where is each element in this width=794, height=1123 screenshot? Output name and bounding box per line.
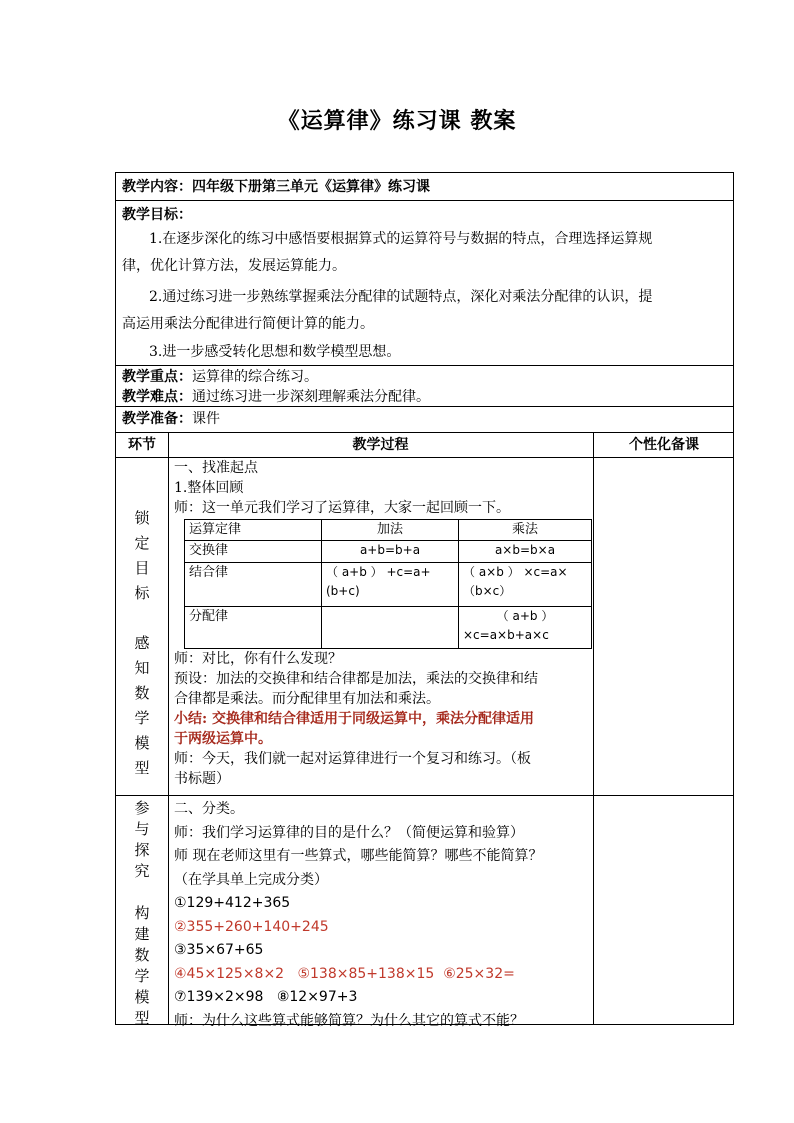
laws-table (184, 519, 592, 649)
expr-4: ④45×125×8×2 (174, 965, 285, 982)
expr-row-4-6 (174, 963, 594, 987)
laws-associative: 结合律 (185, 563, 322, 607)
difficulty-text: 通过练习进一步深刻理解乘法分配律。 (192, 389, 430, 405)
laws-associative-add: （ a+b ） +c=a+ (b+c) (322, 563, 459, 607)
content-text: 四年级下册第三单元《运算律》练习课 (192, 179, 430, 195)
laws-distributive: 分配律 (185, 607, 322, 649)
laws-th-mul: 乘法 (459, 520, 592, 541)
lesson-plan-table (115, 172, 734, 1029)
laws-th-add: 加法 (322, 520, 459, 541)
expr-5: ⑤138×85+138×15 (297, 965, 435, 982)
laws-distributive-mul: （ a+b ） ×c=a×b+a×c (459, 607, 592, 649)
s1-summary-2: 于两级运算中。 (174, 731, 272, 747)
s2-line-3: （在学具单上完成分类） (174, 871, 328, 888)
expr-6: ⑥25×32= (443, 965, 515, 982)
expr-row-7-8 (174, 986, 594, 1010)
key-text: 运算律的综合练习。 (192, 369, 318, 385)
prep-text: 课件 (192, 411, 220, 427)
content-row (116, 173, 733, 201)
s2-line-1: 师：我们学习运算律的目的是什么？（简便运算和验算） (174, 824, 524, 841)
page-title: 《运算律》练习课 教案 (277, 108, 517, 134)
expr-8: ⑧12×97+3 (276, 989, 358, 1005)
header-row (116, 433, 733, 458)
section-1-row (116, 458, 733, 796)
goal-2b: 高运用乘法分配律进行简便计算的能力。 (122, 316, 374, 332)
goals-label: 教学目标： (122, 207, 192, 223)
header-stage: 环节 (128, 437, 156, 453)
s1-predict-2: 合律都是乘法。而分配律里有加法和乘法。 (174, 691, 440, 707)
s1-heading: 一、找准起点 (174, 460, 258, 476)
expr-7: ⑦139×2×98 (174, 989, 264, 1005)
section-2-side: 参 与 探 究 构 建 数 学 模 型 (134, 799, 150, 1027)
goal-2a: 2.通过练习进一步熟练掌握乘法分配律的试题特点，深化对乘法分配律的认识，提 (149, 289, 653, 305)
laws-th-law: 运算定律 (185, 520, 322, 541)
section-1-side: 锁 定 目 标 感 知 数 学 模 型 (134, 509, 150, 777)
s2-heading: 二、分类。 (174, 801, 244, 817)
goal-1a: 1.在逐步深化的练习中感悟要根据算式的运算符号与数据的特点，合理选择运算规 (149, 231, 653, 247)
prep-label: 教学准备： (122, 411, 192, 427)
s1-sub: 1.整体回顾 (174, 480, 244, 496)
laws-associative-mul: （ a×b ） ×c=a× （b×c） (459, 563, 592, 607)
laws-commutative-mul: a×b=b×a (459, 541, 592, 563)
s1-question: 师：对比，你有什么发现？ (174, 651, 342, 667)
expr-3: ③35×67+65 (174, 942, 264, 958)
s1-teacher-2: 书标题） (174, 771, 230, 787)
expr-2: ②355+260+140+245 (174, 918, 329, 935)
header-notes: 个性化备课 (629, 437, 699, 453)
s1-predict-1: 预设：加法的交换律和结合律都是加法，乘法的交换律和结 (174, 671, 538, 687)
s1-summary-1: 小结: 交换律和结合律适用于同级运算中，乘法分配律适用 (174, 711, 535, 727)
difficulty-label: 教学难点： (122, 389, 192, 405)
laws-commutative: 交换律 (185, 541, 322, 563)
key-label: 教学重点： (122, 369, 192, 385)
s2-line-4: 师：为什么这些算式能够简算？为什么其它的算式不能？ (174, 1012, 524, 1029)
s1-intro: 师：这一单元我们学习了运算律，大家一起回顾一下。 (174, 500, 510, 516)
section-2-row (116, 796, 733, 1029)
content-label: 教学内容： (122, 179, 192, 195)
goal-3: 3.进一步感受转化思想和数学模型思想。 (149, 344, 401, 360)
goal-1b: 律，优化计算方法，发展运算能力。 (122, 258, 346, 274)
header-process: 教学过程 (352, 437, 409, 453)
s1-teacher-1: 师：今天，我们就一起对运算律进行一个复习和练习。（板 (174, 751, 531, 767)
goals-row (116, 201, 733, 366)
expr-1: ①129+412+365 (174, 895, 291, 911)
laws-commutative-add: a+b=b+a (322, 541, 459, 563)
s2-line-2: 师 现在老师这里有一些算式，哪些能简算？哪些不能简算？ (174, 848, 543, 864)
laws-distributive-add (322, 607, 459, 649)
key-row (116, 366, 733, 407)
prep-row (116, 407, 733, 433)
